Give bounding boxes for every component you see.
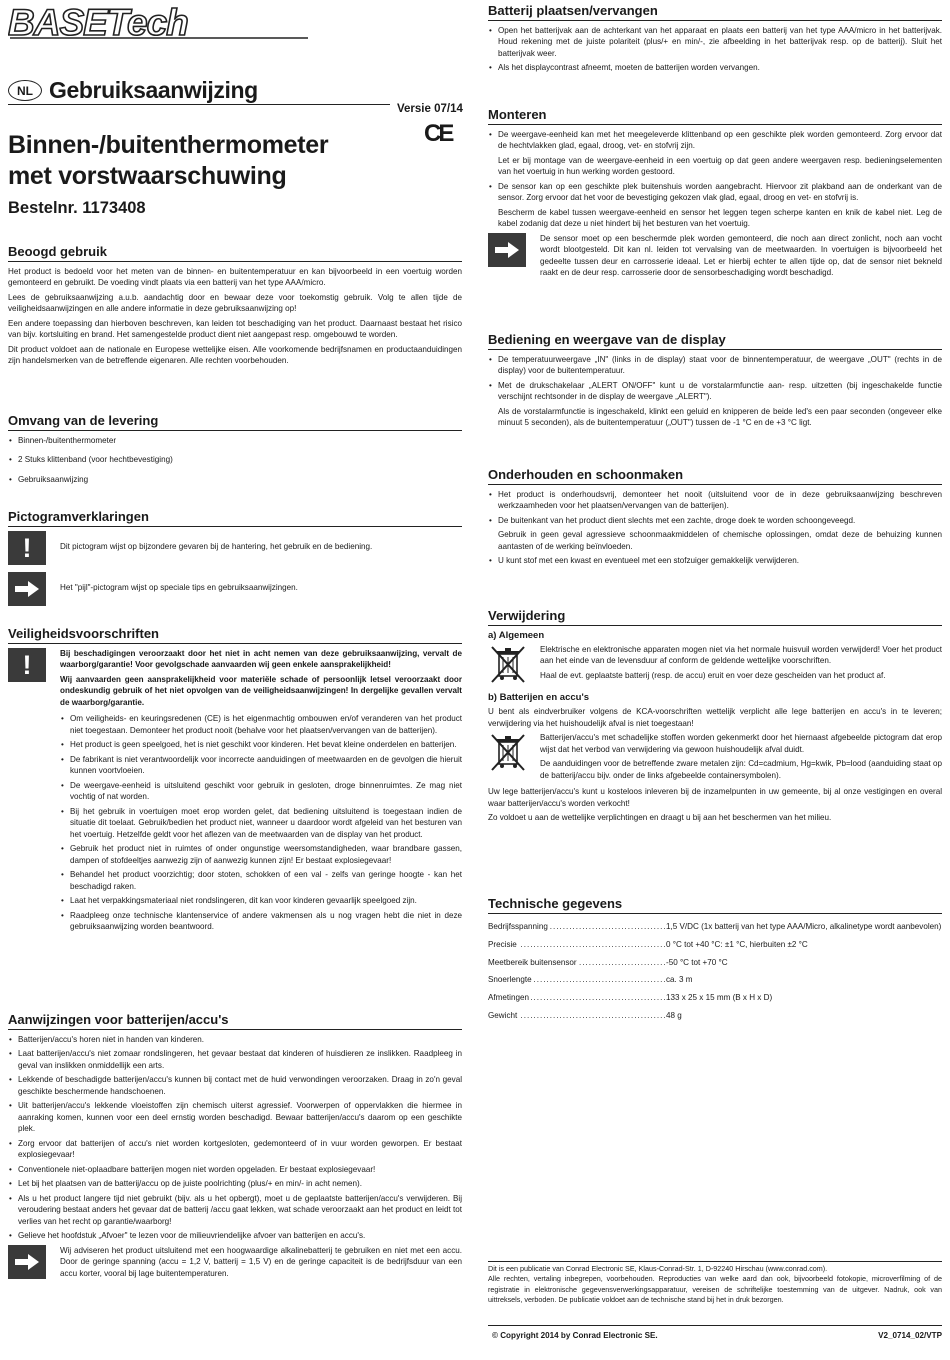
monteren-tip-text: De sensor moet op een beschermde plek worden gemonteerd, die noch aan direct zonlicht, noch aan vocht wordt blootgesteld. Dit kan nl. leiden tot vervalsing van de meetwaarden. In voertuigen is bijvoorbeeld het gedeelte tussen deur en carrosserie ideaal. Let er hierbij echter te allen tijde op, dat de sensor niet bekneld raakt en de deur resp. carrosserie door de sensorbeschadiging wordt beschadigd. <box>540 233 942 278</box>
crossed-bin-icon <box>488 644 528 684</box>
tech-label: Meetbereik buitensensor <box>488 957 577 967</box>
arrow-right-icon <box>8 572 46 606</box>
picto-warning-text: Dit pictogram wijst op bijzondere gevaren bij de hantering, het gebruik en de bediening. <box>60 542 373 551</box>
list-item: • Uit batterijen/accu's lekkende vloeistoffen zijn chemisch uiterst agressief. Voorwerpen of oppervlakken die hiermee in aanraking komen, kunnen voor een deel ernstig worden beschadigd. Bewaar batterijen/accu's daarom op een geschikte plek. <box>8 1100 462 1134</box>
tech-value: ca. 3 m <box>666 975 693 985</box>
tech-label: Snoerlengte <box>488 975 532 985</box>
list-item: • Om veiligheids- en keuringsredenen (CE) is het eigenmachtig ombouwen en/of veranderen van het product niet toegestaan. Demonteer het product nooit (behalve voor het plaatsen/vervangen van de batterijen). <box>60 713 462 736</box>
tech-value: 48 g <box>666 1010 682 1020</box>
exclamation-icon: ! <box>8 531 46 565</box>
accu-tip-row <box>8 1245 462 1282</box>
section-title: Verwijdering <box>488 608 942 626</box>
crossed-bin-icon <box>488 732 528 772</box>
subsection-title: a) Algemeen <box>488 630 545 641</box>
paragraph: Het product is bedoeld voor het meten van de binnen- en buitentemperatuur en kan bijvoorbeeld in een voertuig worden gemonteerd en gebruikt. De voeding vindt plaats via een batterij van het type AAA/micro. <box>8 267 462 288</box>
tech-label: Precisie <box>488 939 517 949</box>
list-item: • De weergave-eenheid kan met het meegeleverde klittenband op een geschikte plek worden gemonteerd. Zorg ervoor dat de hechtvlakken glad, egaal, droog, vet- en stofvrij zijn. <box>488 129 942 152</box>
section-bediening <box>488 332 942 432</box>
safety-bold-2: Wij aanvaarden geen aansprakelijkheid voor materiële schade of persoonlijk letsel veroorzaakt door ondeskundig gebruik of het niet opvolgen van de veiligheidsaanwijzingen! In dergelijke gevallen vervalt de waarborg/garantie. <box>60 674 462 707</box>
list-item: • Raadpleeg onze technische klantenservice of andere vakmensen als u nog vragen hebt die niet in deze gebruiksaanwijzing worden beantwoord. <box>60 910 462 933</box>
paragraph: Lees de gebruiksaanwijzing a.u.b. aandachtig door en bewaar deze voor toekomstig gebruik. Volg te allen tijde de veiligheidsaanwijzingen en alle andere informatie in deze gebruiksaanwijzing op! <box>8 292 462 314</box>
safety-bold-1: Bij beschadigingen veroorzaakt door het niet in acht nemen van deze gebruiksaanwijzing, vervalt de waarborg/garantie! Voor gevolgschade aanvaarden wij geen enkele aansprakelijkheid! <box>60 649 462 670</box>
arrow-right-icon <box>8 1245 46 1279</box>
section-title: Monteren <box>488 107 942 125</box>
paragraph: Een andere toepassing dan hierboven beschreven, kan leiden tot beschadiging van het product. Daarnaast bestaat het risico van bijv. kortsluiting en brand. Het samengestelde product dient niet aangepast resp. omgebouwd te worden. <box>8 318 462 340</box>
list-item: • Het product is geen speelgoed, het is niet geschikt voor kinderen. Het bevat kleine onderdelen en batterijen. <box>60 739 462 750</box>
weee-row-a <box>488 644 942 684</box>
footer-publication <box>488 1264 942 1306</box>
monteren-tip-row <box>488 233 942 282</box>
table-row <box>488 989 942 1007</box>
section-levering <box>8 413 462 488</box>
paragraph: Gebruik in geen geval agressieve schoonmaakmiddelen of chemische oplossingen, omdat deze de behuizing kunnen aantasten of de werking beïnvloeden. <box>498 530 942 551</box>
manual-header <box>8 77 258 104</box>
list-item: • Open het batterijvak aan de achterkant van het apparaat en plaats een batterij van het type AAA/micro in het batterijvak. Houd rekening met de juiste polariteit (plus/+ en min/-, zie afbeelding in het batterijvak resp. op de batterij). Sluit het batterijvak weer. <box>488 25 942 59</box>
footer-rights: Alle rechten, vertaling inbegrepen, voorbehouden. Reproducties van welke aard dan ook, bijvoorbeeld fotokopie, microverfilming of de registratie in elektronische gegevensverwerkingsapparatuur, vereisen de schriftelijke toestemming van de uitgever. Nadruk, ook van uittreksels, verboden. De publicatie voldoet aan de technische stand bij het in druk bezorgen. <box>488 1274 942 1305</box>
ce-mark: CE <box>424 120 452 147</box>
table-row <box>488 954 942 972</box>
section-beoogd-gebruik <box>8 244 462 370</box>
section-title: Onderhouden en schoonmaken <box>488 467 942 485</box>
tech-label: Bedrijfsspanning <box>488 922 548 931</box>
subsection-title: b) Batterijen en accu's <box>488 692 589 704</box>
tech-label: Gewicht <box>488 1010 518 1020</box>
brand-text: BASETech <box>8 4 188 40</box>
paragraph: Als de vorstalarmfunctie is ingeschakeld, klinkt een geluid en knipperen de beide led's een paar seconden (ongeveer elke minuut 5 seconden), als de buitentemperatuur („OUT") tussen de -1 °C en de +3 °C ligt. <box>498 406 942 428</box>
tech-value: 133 x 25 x 15 mm (B x H x D) <box>666 993 773 1003</box>
list-item: • De temperatuurweergave „IN" (links in de display) staat voor de binnentemperatuur, de weergave „OUT" (rechts in de display) voor de buitentemperatuur. <box>488 354 942 377</box>
list-item: • Bij het gebruik in voertuigen moet erop worden gelet, dat bediening uitsluitend is toegestaan indien de situatie dit toelaat. Gebruik/bedien het product niet, wanneer u daardoor wordt afgeleid van het besturen van het voertuig. Hetzelfde geldt voor het aflezen van de meetwaarden van de display van het product. <box>60 806 462 840</box>
table-row <box>488 918 942 936</box>
list-item: • De weergave-eenheid is uitsluitend geschikt voor gebruik in gesloten, droge binnenruimtes. Ze mag niet vochtig of nat worden. <box>60 780 462 803</box>
list-item: • Gelieve het hoofdstuk „Afvoer" te lezen voor de milieuvriendelijke afvoer van batterijen en accu's. <box>8 1230 462 1241</box>
copyright-bar <box>492 1331 942 1340</box>
section-title: Aanwijzingen voor batterijen/accu's <box>8 1012 462 1030</box>
list-item: • U kunt stof met een kwast en eventueel met een stofzuiger gemakkelijk verwijderen. <box>488 555 942 566</box>
list-item: • Gebruiksaanwijzing <box>8 474 462 485</box>
arrow-right-icon <box>488 233 526 267</box>
table-row <box>488 936 942 954</box>
safety-warning-row <box>8 648 462 711</box>
footer-rule <box>488 1325 942 1326</box>
section-accu <box>8 1012 462 1289</box>
list-item: • Als het displaycontrast afneemt, moeten de batterijen worden vervangen. <box>488 62 942 73</box>
tech-table <box>488 918 942 1025</box>
paragraph: Let er bij montage van de weergave-eenheid in een voertuig op dat geen andere weergaven resp. bedieningselementen van het voertuig in hun werking worden gestoord. <box>498 155 942 177</box>
table-row <box>488 971 942 989</box>
tech-label: Afmetingen <box>488 993 529 1003</box>
list-item: • Conventionele niet-oplaadbare batterijen mogen niet worden opgeladen. Er bestaat explosiegevaar! <box>8 1164 462 1175</box>
paragraph: De aanduidingen voor de betreffende zware metalen zijn: Cd=cadmium, Hg=kwik, Pb=lood (aanduiding staat op de batterij/accu bijv. onder de links afgebeelde containersymbolen). <box>540 759 942 780</box>
copyright-text: © Copyright 2014 by Conrad Electronic SE. <box>492 1331 658 1340</box>
list-item: • Het product is onderhoudsvrij, demonteer het nooit (uitsluitend voor de in deze gebruiksaanwijzing beschreven werkzaamheden voor het plaatsen/vervangen van de batterijen). <box>488 489 942 512</box>
tech-value: 0 °C tot +40 °C: ±1 °C, hierbuiten ±2 °C <box>666 939 808 949</box>
list-item: • Met de drukschakelaar „ALERT ON/OFF" kunt u de vorstalarmfunctie aan- resp. uitzetten (bij ingeschakelde functie verschijnt rechtsonder in de display de weergave „ALERT"). <box>488 380 942 403</box>
picto-warning-row <box>8 531 462 565</box>
tech-value: -50 °C tot +70 °C <box>666 957 728 967</box>
section-title: Batterij plaatsen/vervangen <box>488 3 942 21</box>
list-item: • Laat batterijen/accu's niet zomaar rondslingeren, het gevaar bestaat dat kinderen of huisdieren ze inslikken. Raadpleeg in geval van inslikken onmiddellijk een arts. <box>8 1048 462 1071</box>
section-title: Bediening en weergave van de display <box>488 332 942 350</box>
document-code: V2_0714_02/VTP <box>878 1331 942 1340</box>
list-item: • De fabrikant is niet verantwoordelijk voor incorrecte aanduidingen of meetwaarden en de gevolgen die hieruit kunnen voortvloeien. <box>60 754 462 777</box>
list-item: • Laat het verpakkingsmateriaal niet rondslingeren, dit kan voor kinderen gevaarlijk speelgoed zijn. <box>60 895 462 906</box>
section-verwijdering <box>488 608 942 827</box>
list-item: • De buitenkant van het product dient slechts met een zachte, droge doek te worden schoongeveegd. <box>488 515 942 526</box>
section-monteren <box>488 107 942 289</box>
weee-row-b <box>488 732 942 784</box>
exclamation-icon: ! <box>8 648 46 682</box>
header-rule <box>8 104 390 105</box>
list-item: • Batterijen/accu's horen niet in handen van kinderen. <box>8 1034 462 1045</box>
table-row <box>488 1007 942 1025</box>
tech-value: 1,5 V/DC (1x batterij van het type AAA/Micro, alkalinetype wordt aanbevolen) <box>666 922 942 931</box>
section-pictogram <box>8 509 462 613</box>
list-item: • Zorg ervoor dat batterijen of accu's niet worden kortgesloten, gedemonteerd of in vuur worden geworpen. Er bestaat explosiegevaar! <box>8 1138 462 1161</box>
paragraph: Batterijen/accu's met schadelijke stoffen worden gekenmerkt door het hiernaast afgebeelde pictogram dat erop wijst dat het verbod van verwijdering via gewoon huishoudelijk afval duidt. <box>540 733 942 754</box>
section-title: Pictogramverklaringen <box>8 509 462 527</box>
section-onderhoud <box>488 467 942 570</box>
section-veiligheid <box>8 626 462 936</box>
list-item: • 2 Stuks klittenband (voor hechtbevestiging) <box>8 454 462 465</box>
section-batterij <box>488 3 942 77</box>
list-item: • Als u het product langere tijd niet gebruikt (bijv. als u het opbergt), moet u de geplaatste batterijen/accu's verwijderen. Bij veroudering bestaat anders het gevaar dat de batterij /accu gaat lekken, wat schade veroorzaakt aan het product en leidt tot verlies van het recht op garantie/waarborg! <box>8 1193 462 1227</box>
language-badge: NL <box>8 80 42 101</box>
product-title-line2: met vorstwaarschuwing <box>8 162 287 191</box>
section-title: Technische gegevens <box>488 896 942 914</box>
picto-arrow-text: Het "pijl"-pictogram wijst op speciale tips en gebruiksaanwijzingen. <box>60 583 298 592</box>
list-item: • De sensor kan op een geschikte plek buitenshuis worden aangebracht. Hiervoor zit plakband aan de onderkant van de sensor. Zorg ervoor dat het voor de bevestiging gekozen vlak glad, egaal, droog en vet- en stofvrij is. <box>488 181 942 204</box>
list-item: • Let bij het plaatsen van de batterij/accu op de juiste poolrichting (plus/+ en min/- in acht nemen). <box>8 1178 462 1189</box>
section-title: Omvang van de levering <box>8 413 462 431</box>
list-item: • Gebruik het product niet in ruimtes of onder ongunstige weersomstandigheden, waar brandbare gassen, dampen of stofdeeltjes aanwezig zijn of aanwezig kunnen zijn! Er bestaat explosiegevaar! <box>60 843 462 866</box>
footer-publisher: Dit is een publicatie van Conrad Electronic SE, Klaus-Conrad-Str. 1, D-92240 Hirschau (www.conrad.com). <box>488 1264 828 1273</box>
accu-tip-text: Wij adviseren het product uitsluitend met een hoogwaardige alkalinebatterij te gebruiken en niet met een accu. Door de geringe spanning (accu = 1,2 V, batterij = 1,5 V) en de geringe capaciteit is de bedrijfsduur van een accu korter, vooral bij lage buitentemperaturen. <box>60 1245 462 1278</box>
paragraph: Zo voldoet u aan de wettelijke verplichtingen en draagt u bij aan het beschermen van het milieu. <box>488 813 832 823</box>
manual-title: Gebruiksaanwijzing <box>49 77 258 103</box>
section-title: Veiligheidsvoorschriften <box>8 626 462 644</box>
footer-rule <box>488 1261 942 1262</box>
version-label: Versie 07/14 <box>397 103 463 115</box>
paragraph: Elektrische en elektronische apparaten mogen niet via het normale huisvuil worden verwijderd! Voer het product aan het einde van de levensduur af conform de geldende wettelijke voorschriften. <box>540 645 942 666</box>
product-title <box>8 130 328 193</box>
paragraph: U bent als eindverbruiker volgens de KCA-voorschriften wettelijk verplicht alle lege batterijen en accu's in te leveren; verwijdering via het huishoudelijk afval is niet toegestaan! <box>488 707 942 728</box>
paragraph: Uw lege batterijen/accu's kunt u kosteloos inleveren bij de inzamelpunten in uw gemeente, bij al onze vestigingen en overal waar batterijen/accu's worden verkocht! <box>488 787 942 808</box>
basetech-logo <box>8 4 310 40</box>
picto-arrow-row <box>8 572 462 606</box>
list-item: • Behandel het product voorzichtig; door stoten, schokken of een val - zelfs van geringe hoogte - kan het beschadigd raken. <box>60 869 462 892</box>
section-technische-gegevens <box>488 896 942 1025</box>
section-title: Beoogd gebruik <box>8 244 462 262</box>
order-number: Bestelnr. 1173408 <box>8 199 146 217</box>
paragraph: Bescherm de kabel tussen weergave-eenheid en sensor het leggen tegen scherpe kanten en knik de kabel niet. Leg de kabel zodanig dat deze u niet hindert bij het besturen van het voertuig. <box>498 207 942 229</box>
list-item: • Binnen-/buitenthermometer <box>8 435 462 446</box>
paragraph: Dit product voldoet aan de nationale en Europese wettelijke eisen. Alle voorkomende bedrijfsnamen en productaanduidingen zijn handelsmerken van de betreffende eigenaren. Alle rechten voorbehouden. <box>8 344 462 366</box>
product-title-line1: Binnen-/buitenthermometer <box>8 131 329 159</box>
list-item: • Lekkende of beschadigde batterijen/accu's kunnen bij contact met de huid verwondingen veroorzaken. Draag in zo'n geval geschikte beschermende handschoenen. <box>8 1074 462 1097</box>
paragraph: Haal de evt. geplaatste batterij (resp. de accu) eruit en voer deze gescheiden van het product af. <box>540 670 886 680</box>
